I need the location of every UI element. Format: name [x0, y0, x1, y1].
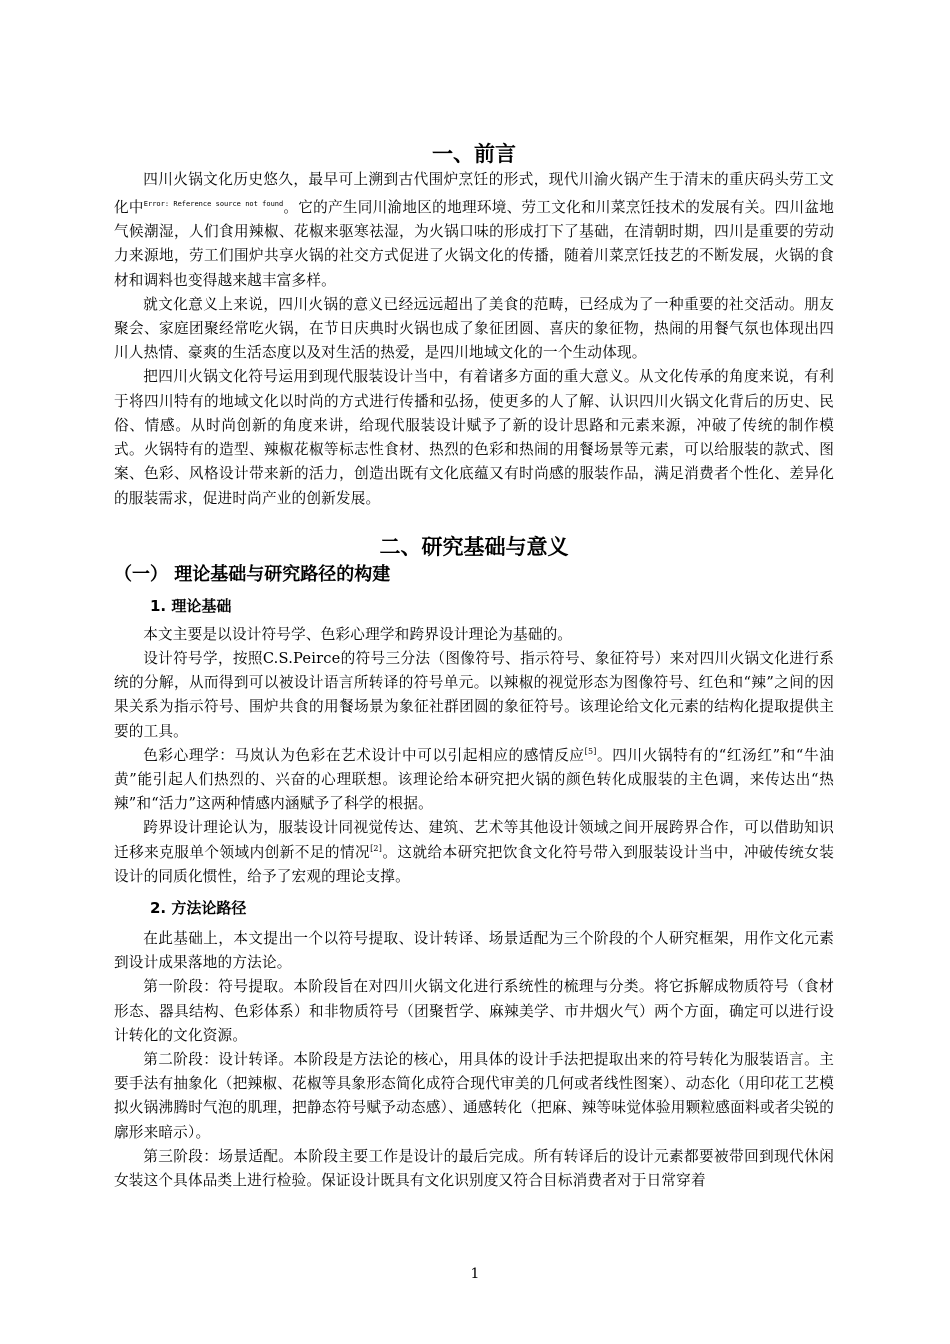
citation: [2] — [370, 843, 383, 853]
section-heading-research: 二、研究基础与意义 — [379, 534, 569, 559]
subheading-method: 2. 方法论路径 — [150, 898, 247, 917]
paragraph: 设计符号学，按照C.S.Peirce的符号三分法（图像符号、指示符号、象征符号）来对四川火锅文化进行系统的分解，从而得到可以被设计语言所转译的符号单元。以辣椒的视觉形态为图像符号、红色和“辣”之间的因果关系为指示符号、围炉共食的用餐场景为象征社群团圆的象征符号。该理论给文化元素的结构化提取提供主要的工具。 — [114, 649, 834, 740]
paragraph: 第三阶段：场景适配。本阶段主要工作是设计的最后完成。所有转译后的设计元素都要被带回到现代休闲女装这个具体品类上进行检验。保证设计既具有文化识别度又符合目标消费者对于日常穿着 — [114, 1147, 834, 1189]
paragraph-text: 色彩心理学：马岚认为色彩在艺术设计中可以引起相应的感情反应 — [143, 746, 585, 764]
paragraph-text: 。四川火锅特有的“红汤红”和“牛油黄”能引起人们热烈的、兴奋的心理联想。该理论给本研究把火锅的颜色转化成服装的主色调，来传达出“热辣”和“活力”这两种情感内涵赋予了科学的根据。 — [114, 746, 834, 813]
page-number: 1 — [470, 1266, 480, 1282]
paragraph: 本文主要是以设计符号学、色彩心理学和跨界设计理论为基础的。 — [143, 625, 573, 643]
paragraph — [114, 744, 834, 817]
paragraph — [114, 168, 834, 293]
section-heading-preface: 一、前言 — [432, 142, 516, 166]
page-content — [114, 140, 834, 1193]
paragraph: 就文化意义上来说，四川火锅的意义已经远远超出了美食的范畴，已经成为了一种重要的社交活动。朋友聚会、家庭团聚经常吃火锅，在节日庆典时火锅也成了象征团圆、喜庆的象征物，热闹的用餐气氛也体现出四川人热情、豪爽的生活态度以及对生活的热爱，是四川地域文化的一个生动体现。 — [114, 295, 834, 362]
paragraph — [114, 816, 834, 889]
subsection-heading: （一） 理论基础与研究路径的构建 — [114, 563, 391, 585]
reference-error-text: Error: Reference source not found — [143, 200, 284, 209]
paragraph-text: 。这就给本研究把饮食文化符号带入到服装设计当中，冲破传统女装设计的同质化惯性，给予了宏观的理论支撑。 — [114, 843, 834, 885]
paragraph-text: 四川火锅文化历史悠久，最早可上溯到古代围炉烹饪的形式，现代川渝火锅产生于清末的重庆码头劳工文化中 — [114, 171, 834, 217]
paragraph: 第二阶段：设计转译。本阶段是方法论的核心，用具体的设计手法把提取出来的符号转化为服装语言。主要手法有抽象化（把辣椒、花椒等具象形态简化成符合现代审美的几何或者线性图案）、动态化（用印花工艺模拟火锅沸腾时气泡的肌理，把静态符号赋予动态感）、通感转化（把麻、辣等味觉体验用颗粒感面料或者尖锐的廓形来暗示）。 — [114, 1050, 834, 1141]
citation: [5] — [584, 746, 597, 756]
paragraph: 把四川火锅文化符号运用到现代服装设计当中，有着诸多方面的重大意义。从文化传承的角度来说，有利于将四川特有的地域文化以时尚的方式进行传播和弘扬，使更多的人了解、认识四川火锅文化背后的历史、民俗、情感。从时尚创新的角度来讲，给现代服装设计赋予了新的设计思路和元素来源，冲破了传统的制作模式。火锅特有的造型、辣椒花椒等标志性食材、热烈的色彩和热闹的用餐场景等元素，可以给服装的款式、图案、色彩、风格设计带来新的活力，创造出既有文化底蕴又有时尚感的服装作品，满足消费者个性化、差异化的服装需求，促进时尚产业的创新发展。 — [114, 368, 834, 507]
paragraph: 在此基础上，本文提出一个以符号提取、设计转译、场景适配为三个阶段的个人研究框架，用作文化元素到设计成果落地的方法论。 — [114, 929, 834, 972]
paragraph-text: 。它的产生同川渝地区的地理环境、劳工文化和川菜烹饪技术的发展有关。四川盆地气候潮湿，人们食用辣椒、花椒来驱寒祛湿，为火锅口味的形成打下了基础，在清朝时期，四川是重要的劳动力来源地，劳工们围炉共享火锅的社交方式促进了火锅文化的传播，随着川菜烹饪技艺的不断发展，火锅的食材和调料也变得越来越丰富多样。 — [114, 199, 835, 289]
paragraph-text: 跨界设计理论认为，服装设计同视觉传达、建筑、艺术等其他设计领域之间开展跨界合作，可以借助知识迁移来克服单个领域内创新不足的情况 — [114, 819, 834, 861]
subheading-theory: 1. 理论基础 — [150, 596, 232, 615]
paragraph: 第一阶段：符号提取。本阶段旨在对四川火锅文化进行系统性的梳理与分类。将它拆解成物质符号（食材形态、器具结构、色彩体系）和非物质符号（团聚哲学、麻辣美学、市井烟火气）两个方面，确定可以进行设计转化的文化资源。 — [114, 978, 834, 1044]
